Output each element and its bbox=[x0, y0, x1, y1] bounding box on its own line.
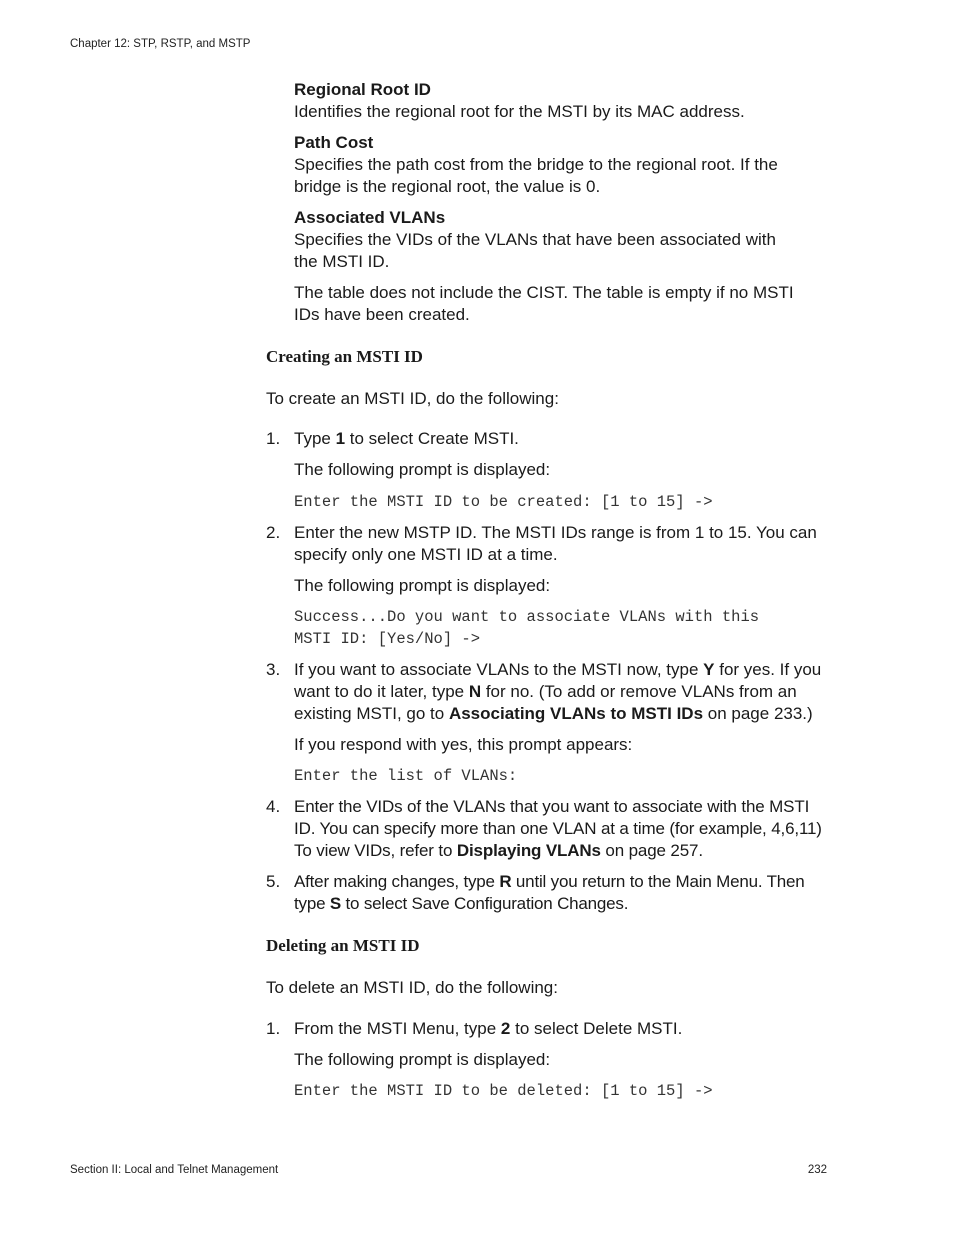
yes-label: If you respond with yes, this prompt appears: bbox=[294, 735, 633, 754]
code-prompt-vlans: Enter the list of VLANs: bbox=[294, 767, 518, 785]
step-number: 2. bbox=[266, 523, 281, 542]
prompt-label: The following prompt is displayed: bbox=[294, 1050, 551, 1069]
key-label: R bbox=[499, 872, 512, 891]
step-text: Enter the new MSTP ID. The MSTI IDs range is from 1 to 15. You can specify only one MSTI ID at a time. bbox=[294, 523, 817, 564]
term-name: Regional Root ID bbox=[294, 80, 431, 99]
cross-reference-link[interactable]: Associating VLANs to MSTI IDs bbox=[448, 704, 704, 723]
section-heading-delete: Deleting an MSTI ID bbox=[266, 936, 420, 955]
code-prompt-success: Success...Do you want to associate VLANs with this bbox=[294, 608, 760, 626]
prompt-label: The following prompt is displayed: bbox=[294, 576, 551, 595]
page-number: 232 bbox=[807, 1164, 827, 1176]
section-heading-create: Creating an MSTI ID bbox=[266, 347, 423, 366]
term-path-cost bbox=[294, 132, 834, 198]
step-text: Type 1 to select Create MSTI. bbox=[294, 429, 519, 448]
step-text: Enter the VIDs of the VLANs that you want to associate with the MSTI ID. You can specify more than one VLAN at a time (for example, 4,6,11) To view VIDs, refer to Displaying VLANs on page 257. bbox=[294, 797, 822, 860]
key-label: Y bbox=[703, 660, 715, 679]
step-text: From the MSTI Menu, type 2 to select Delete MSTI. bbox=[294, 1019, 683, 1038]
running-header: Chapter 12: STP, RSTP, and MSTP bbox=[70, 38, 251, 50]
step-text: If you want to associate VLANs to the MSTI now, type Y for yes. If you want to do it later, type N for no. (To add or remove VLANs from an existing MSTI, go to Associating VLANs to MSTI IDs on page 233.) bbox=[294, 660, 822, 723]
step-text: After making changes, type R until you return to the Main Menu. Then type S to select Save Configuration Changes. bbox=[294, 872, 805, 913]
code-prompt-created: Enter the MSTI ID to be created: [1 to 15] -> bbox=[294, 493, 713, 511]
term-name: Path Cost bbox=[294, 133, 374, 152]
cross-reference-link[interactable]: Displaying VLANs bbox=[456, 841, 601, 860]
term-associated-vlans bbox=[294, 207, 834, 273]
term-desc: Identifies the regional root for the MSTI by its MAC address. bbox=[294, 102, 745, 121]
term-desc: Specifies the path cost from the bridge to the regional root. If the bridge is the regional root, the value is 0. bbox=[294, 155, 778, 196]
step-number: 1. bbox=[266, 429, 281, 448]
term-desc: Specifies the VIDs of the VLANs that have been associated with the MSTI ID. bbox=[294, 230, 776, 271]
create-intro: To create an MSTI ID, do the following: bbox=[266, 389, 559, 408]
key-label: 2 bbox=[500, 1019, 511, 1038]
step-number: 3. bbox=[266, 660, 281, 679]
term-name: Associated VLANs bbox=[294, 208, 446, 227]
key-label: N bbox=[468, 682, 482, 701]
footer-section: Section II: Local and Telnet Management bbox=[70, 1164, 279, 1176]
step-number: 1. bbox=[266, 1019, 281, 1038]
term-regional-root-id bbox=[294, 79, 834, 123]
prompt-label: The following prompt is displayed: bbox=[294, 460, 551, 479]
delete-intro: To delete an MSTI ID, do the following: bbox=[266, 978, 558, 997]
key-label: S bbox=[329, 894, 341, 913]
code-prompt-deleted: Enter the MSTI ID to be deleted: [1 to 15] -> bbox=[294, 1082, 713, 1100]
key-label: 1 bbox=[335, 429, 346, 448]
step-number: 4. bbox=[266, 797, 281, 816]
table-note: The table does not include the CIST. The table is empty if no MSTI IDs have been created. bbox=[294, 283, 794, 324]
code-prompt-yes-no: MSTI ID: [Yes/No] -> bbox=[294, 630, 481, 648]
step-number: 5. bbox=[266, 872, 281, 891]
